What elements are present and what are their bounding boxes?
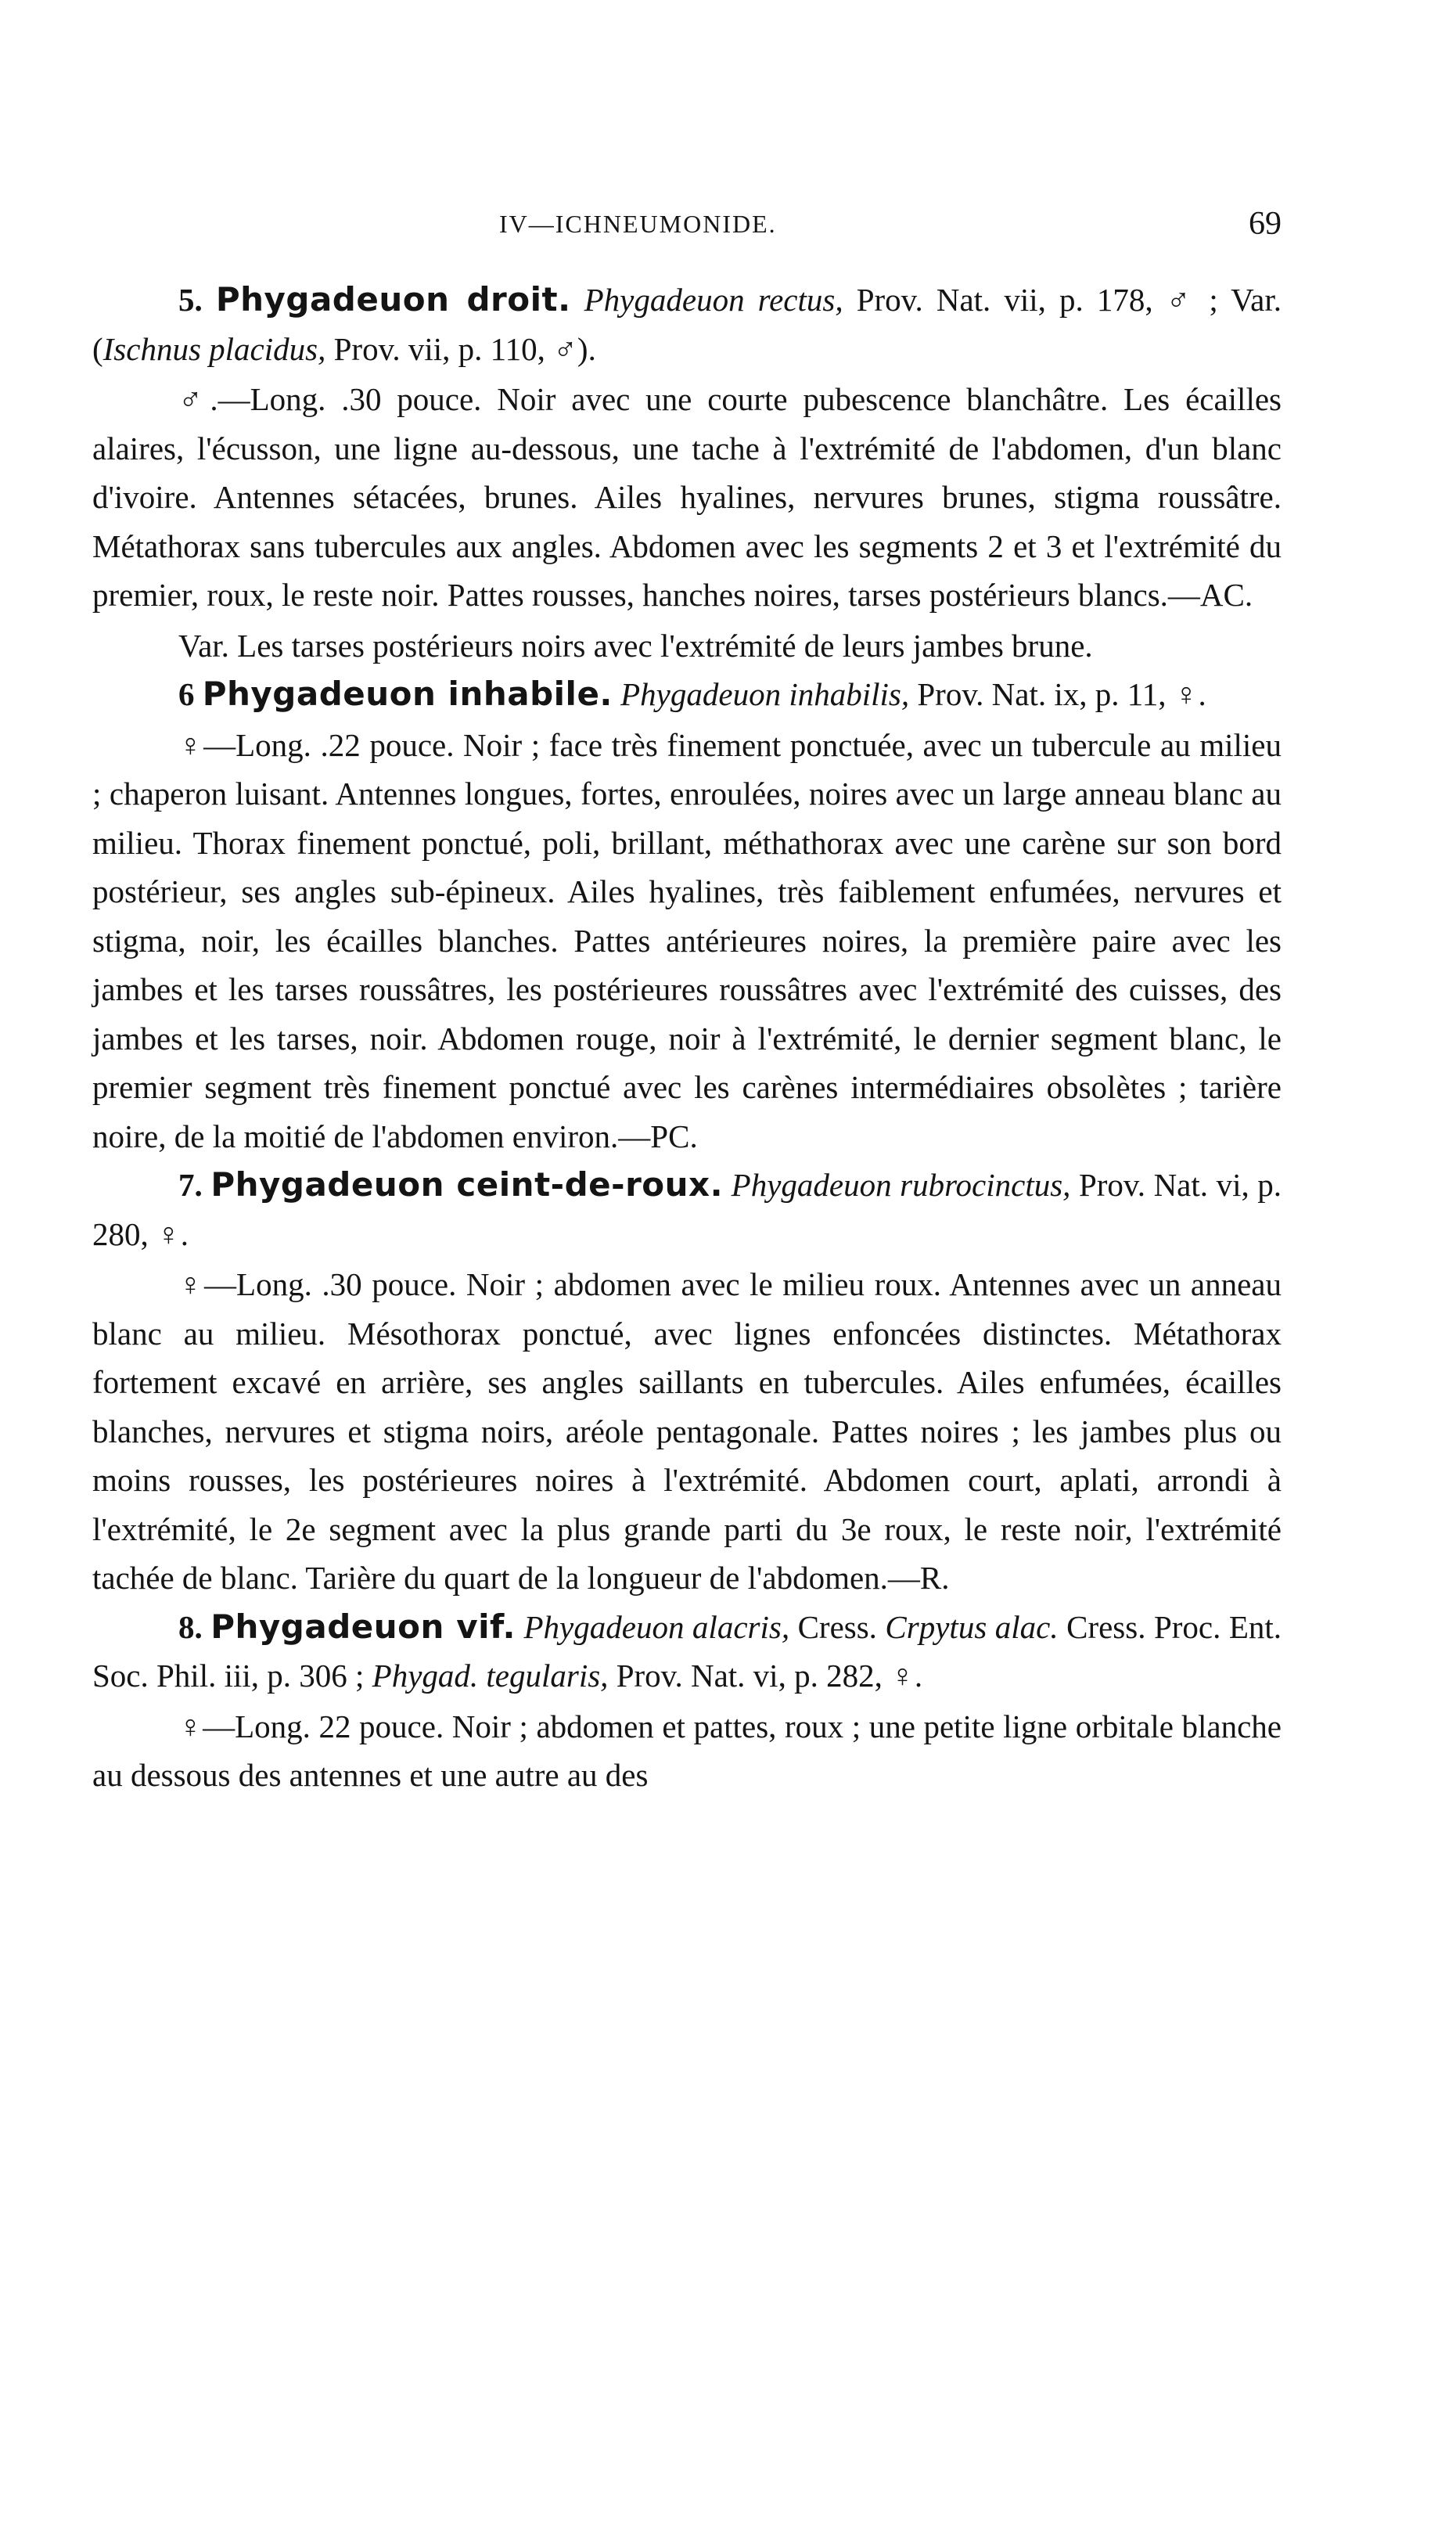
- variety-latin-name: Ischnus placidus,: [102, 330, 326, 367]
- description-paragraph: ♀—Long. 22 pouce. Noir ; abdomen et pattes, roux ; une petite ligne orbitale blanche au dessous des antennes et une autre au des: [92, 1708, 1282, 1793]
- entry-heading: [92, 1603, 1282, 1701]
- french-name: Phygadeuon ceint-de-roux.: [210, 1165, 724, 1204]
- reference: Prov. Nat. ix, p. 11, ♀.: [909, 676, 1206, 712]
- reference: Prov. Nat. vi, p. 282, ♀.: [608, 1658, 923, 1694]
- reference: Cress.: [789, 1608, 886, 1645]
- entry-heading: [92, 1161, 1282, 1258]
- french-name: Phygadeuon droit.: [215, 280, 571, 319]
- french-name: Phygadeuon vif.: [210, 1607, 516, 1646]
- synonym-latin-name: Phygad. tegularis,: [372, 1658, 609, 1694]
- description-paragraph: ♂.—Long. .30 pouce. Noir avec une courte pubescence blanchâtre. Les écailles alaires, l'écusson, une ligne au-dessous, une tache à l'extrémité de l'abdomen, d'un blanc d'ivoire. Antennes sétacées, brunes. Ailes hyalines, nervures brunes, stigma roussâtre. Métathorax sans tubercules aux angles. Abdomen avec les segments 2 et 3 et l'extrémité du premier, roux, le reste noir. Pattes rousses, hanches noires, tarses postérieurs blancs.—AC.: [92, 381, 1282, 613]
- entry-heading: [92, 275, 1282, 373]
- entry-number: 8.: [178, 1608, 203, 1645]
- latin-name: Phygadeuon rubrocinctus,: [731, 1167, 1071, 1203]
- entry-heading: [92, 670, 1282, 719]
- entry-number: 6: [178, 676, 195, 712]
- latin-name: Phygadeuon inhabilis,: [620, 676, 910, 712]
- reference: Prov. Nat. vi, p. 280, ♀.: [92, 1167, 1282, 1252]
- page-body: [92, 275, 1282, 1800]
- entry-number: 7.: [178, 1167, 203, 1203]
- synonym-latin-name: Crpytus alac.: [885, 1608, 1059, 1645]
- reference: Cress. Proc. Ent. Soc. Phil. iii, p. 306 ;: [92, 1608, 1282, 1694]
- entry-number: 5.: [178, 282, 203, 318]
- species-entry: [92, 670, 1282, 1161]
- latin-name: Phygadeuon rectus,: [584, 282, 843, 318]
- description-paragraph: ♀—Long. .22 pouce. Noir ; face très finement ponctuée, avec un tubercule au milieu ; chaperon luisant. Antennes longues, fortes, enroulées, noires avec un large anneau blanc au milieu. Thorax finement ponctué, poli, brillant, méthathorax avec une carène sur son bord postérieur, ses angles sub-épineux. Ailes hyalines, très faiblement enfumées, nervures et stigma, noir, les écailles blanches. Pattes antérieures noires, la première paire avec les jambes et les tarses roussâtres, les postérieures roussâtres avec l'extrémité des cuisses, des jambes et les tarses, noir. Abdomen rouge, noir à l'extrémité, le dernier segment blanc, le premier segment très finement ponctué avec les carènes intermédiaires obsolètes ; tarière noire, de la moitié de l'abdomen environ.—PC.: [92, 726, 1282, 1154]
- latin-name: Phygadeuon alacris,: [523, 1608, 790, 1645]
- running-head: IV—ICHNEUMONIDE.: [499, 210, 777, 238]
- species-entry: [92, 275, 1282, 670]
- reference: Prov. vii, p. 110, ♂).: [325, 330, 596, 367]
- page-header: [92, 206, 1282, 257]
- description-paragraph: ♀—Long. .30 pouce. Noir ; abdomen avec le milieu roux. Antennes avec un anneau blanc au milieu. Mésothorax ponctué, avec lignes enfoncées distinctes. Métathorax fortement excavé en arrière, ses angles saillants en tubercules. Ailes enfumées, écailles blanches, nervures et stigma noirs, aréole pentagonale. Pattes noires ; les jambes plus ou moins rousses, les postérieures noires à l'extrémité. Abdomen court, aplati, arrondi à l'extrémité, le 2e segment avec la plus grande parti du 3e roux, le reste noir, l'extrémité tachée de blanc. Tarière du quart de la longueur de l'abdomen.—R.: [92, 1266, 1282, 1596]
- french-name: Phygadeuon inhabile.: [202, 675, 613, 713]
- page-number: 69: [1249, 206, 1282, 242]
- variety-paragraph: Var. Les tarses postérieurs noirs avec l'extrémité de leurs jambes brune.: [178, 627, 1093, 664]
- species-entry: [92, 1161, 1282, 1603]
- species-entry: [92, 1603, 1282, 1800]
- reference: Prov. Nat. vii, p. 178, ♂ ; Var. (: [92, 282, 1282, 367]
